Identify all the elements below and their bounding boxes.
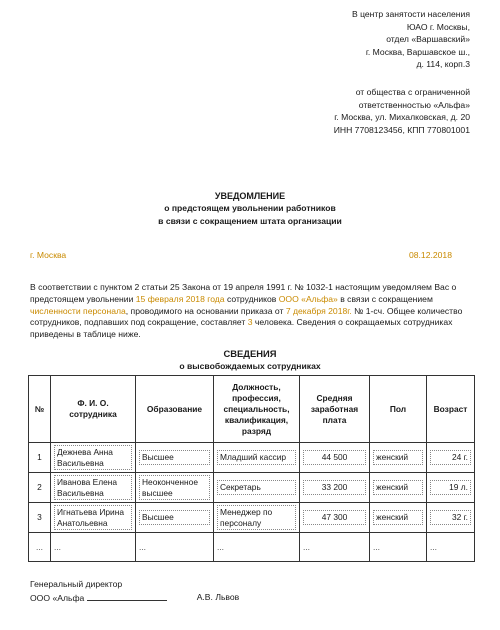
education-cell <box>136 473 214 503</box>
age: 24 г. <box>430 450 471 465</box>
education: Неоконченное высшее <box>139 475 210 500</box>
employee-name-cell <box>51 443 136 473</box>
gender: женский <box>373 510 423 525</box>
signature-block <box>30 578 239 605</box>
column-header: Пол <box>370 376 427 443</box>
recipient-address-block <box>352 8 470 71</box>
column-header: № <box>29 376 51 443</box>
signer-org: ООО «Альфа <box>30 593 85 603</box>
age-cell <box>427 503 475 533</box>
row-number: 2 <box>29 473 51 503</box>
position: Менеджер по персоналу <box>217 505 296 530</box>
reduction-type: численности персонала <box>30 305 126 316</box>
column-header: Ф. И. О. сотрудника <box>51 376 136 443</box>
title-line: в связи с сокращением штата организации <box>158 215 342 226</box>
age-cell <box>427 473 475 503</box>
age: 32 г. <box>430 510 471 525</box>
gender: женский <box>373 450 423 465</box>
document-title <box>0 190 500 227</box>
table-row <box>29 443 475 473</box>
sender-line: ИНН 7708123456, КПП 770801001 <box>333 124 470 135</box>
placeholder-cell: ... <box>29 533 51 562</box>
education-cell <box>136 443 214 473</box>
table-row <box>29 503 475 533</box>
document-date: 08.12.2018 <box>408 250 452 260</box>
employee-name: Иванова Елена Васильевна <box>54 475 132 500</box>
employees-table <box>28 375 475 562</box>
education: Высшее <box>139 450 210 465</box>
placeholder-cell: ... <box>427 533 475 562</box>
age: 19 л. <box>430 480 471 495</box>
title-main: УВЕДОМЛЕНИЕ <box>214 191 286 201</box>
body-text: № 1-сч. Общее количество сотрудников, подпавших под сокращение, составляет <box>30 305 463 328</box>
recipient-line: ЮАО г. Москвы, <box>406 21 470 32</box>
column-header: Должность, профессия, специальность, квалификация, разряд <box>214 376 300 443</box>
position-cell <box>214 473 300 503</box>
table-header-row <box>29 376 475 443</box>
title-line: о предстоящем увольнении работников <box>164 203 336 214</box>
employee-name: Дежнева Анна Васильевна <box>54 445 132 470</box>
placeholder-cell: ... <box>370 533 427 562</box>
sender-address-block <box>334 86 470 136</box>
employee-name: Игнатьева Ирина Анатольевна <box>54 505 132 530</box>
placeholder-cell: ... <box>214 533 300 562</box>
row-number: 1 <box>29 443 51 473</box>
body-text: в связи с сокращением <box>337 293 433 304</box>
body-text: В соответствии с пунктом 2 статьи 25 Закона от 19 апреля 1991 г. № 1032-1 настоящим уведомляем Вас о предстоящем увольнении <box>30 282 457 304</box>
employee-name-cell <box>51 473 136 503</box>
table-row-placeholder <box>29 533 475 562</box>
employee-count: 3 <box>247 317 253 328</box>
salary: 44 500 <box>303 450 366 465</box>
column-header: Средняя заработная плата <box>300 376 370 443</box>
gender-cell <box>370 503 427 533</box>
placeholder-cell: ... <box>136 533 214 562</box>
notice-body <box>30 282 470 341</box>
column-header: Образование <box>136 376 214 443</box>
body-text: человека. Сведения о сокращаемых сотрудниках приведены в таблице ниже. <box>30 317 453 340</box>
salary: 47 300 <box>303 510 366 525</box>
sender-line: ответственностью «Альфа» <box>358 99 470 110</box>
recipient-line: отдел «Варшавский» <box>386 34 470 45</box>
signer-name: А.В. Львов <box>196 592 240 602</box>
salary-cell <box>300 443 370 473</box>
body-text: сотрудников <box>224 293 279 304</box>
city-label: г. Москва <box>30 250 67 260</box>
position-cell <box>214 503 300 533</box>
position: Младший кассир <box>217 450 296 465</box>
education-cell <box>136 503 214 533</box>
dismissal-date: 15 февраля 2018 года <box>135 293 225 304</box>
recipient-line: В центр занятости населения <box>351 9 470 19</box>
table-title <box>0 348 500 372</box>
body-text: , проводимого на основании приказа от <box>125 305 286 316</box>
education: Высшее <box>139 510 210 525</box>
placeholder-cell: ... <box>51 533 136 562</box>
row-number: 3 <box>29 503 51 533</box>
sender-line: г. Москва, ул. Михалковская, д. 20 <box>334 112 470 123</box>
table-title-main: СВЕДЕНИЯ <box>223 348 277 359</box>
table-row <box>29 473 475 503</box>
recipient-line: г. Москва, Варшавское ш., <box>365 46 470 57</box>
table-title-sub: о высвобождаемых сотрудниках <box>179 361 321 371</box>
recipient-line: д. 114, корп.3 <box>416 59 470 70</box>
sender-line: от общества с ограниченной <box>355 87 470 97</box>
employee-name-cell <box>51 503 136 533</box>
gender-cell <box>370 443 427 473</box>
signer-position: Генеральный директор <box>30 579 123 589</box>
column-header: Возраст <box>427 376 475 443</box>
signature-line <box>87 591 167 601</box>
salary: 33 200 <box>303 480 366 495</box>
salary-cell <box>300 473 370 503</box>
gender: женский <box>373 480 423 495</box>
gender-cell <box>370 473 427 503</box>
position: Секретарь <box>217 480 296 495</box>
placeholder-cell: ... <box>300 533 370 562</box>
order-date: 7 декабря 2018г. <box>285 305 352 316</box>
position-cell <box>214 443 300 473</box>
company-name: ООО «Альфа» <box>278 293 338 304</box>
age-cell <box>427 443 475 473</box>
salary-cell <box>300 503 370 533</box>
place-date-row <box>30 250 452 260</box>
